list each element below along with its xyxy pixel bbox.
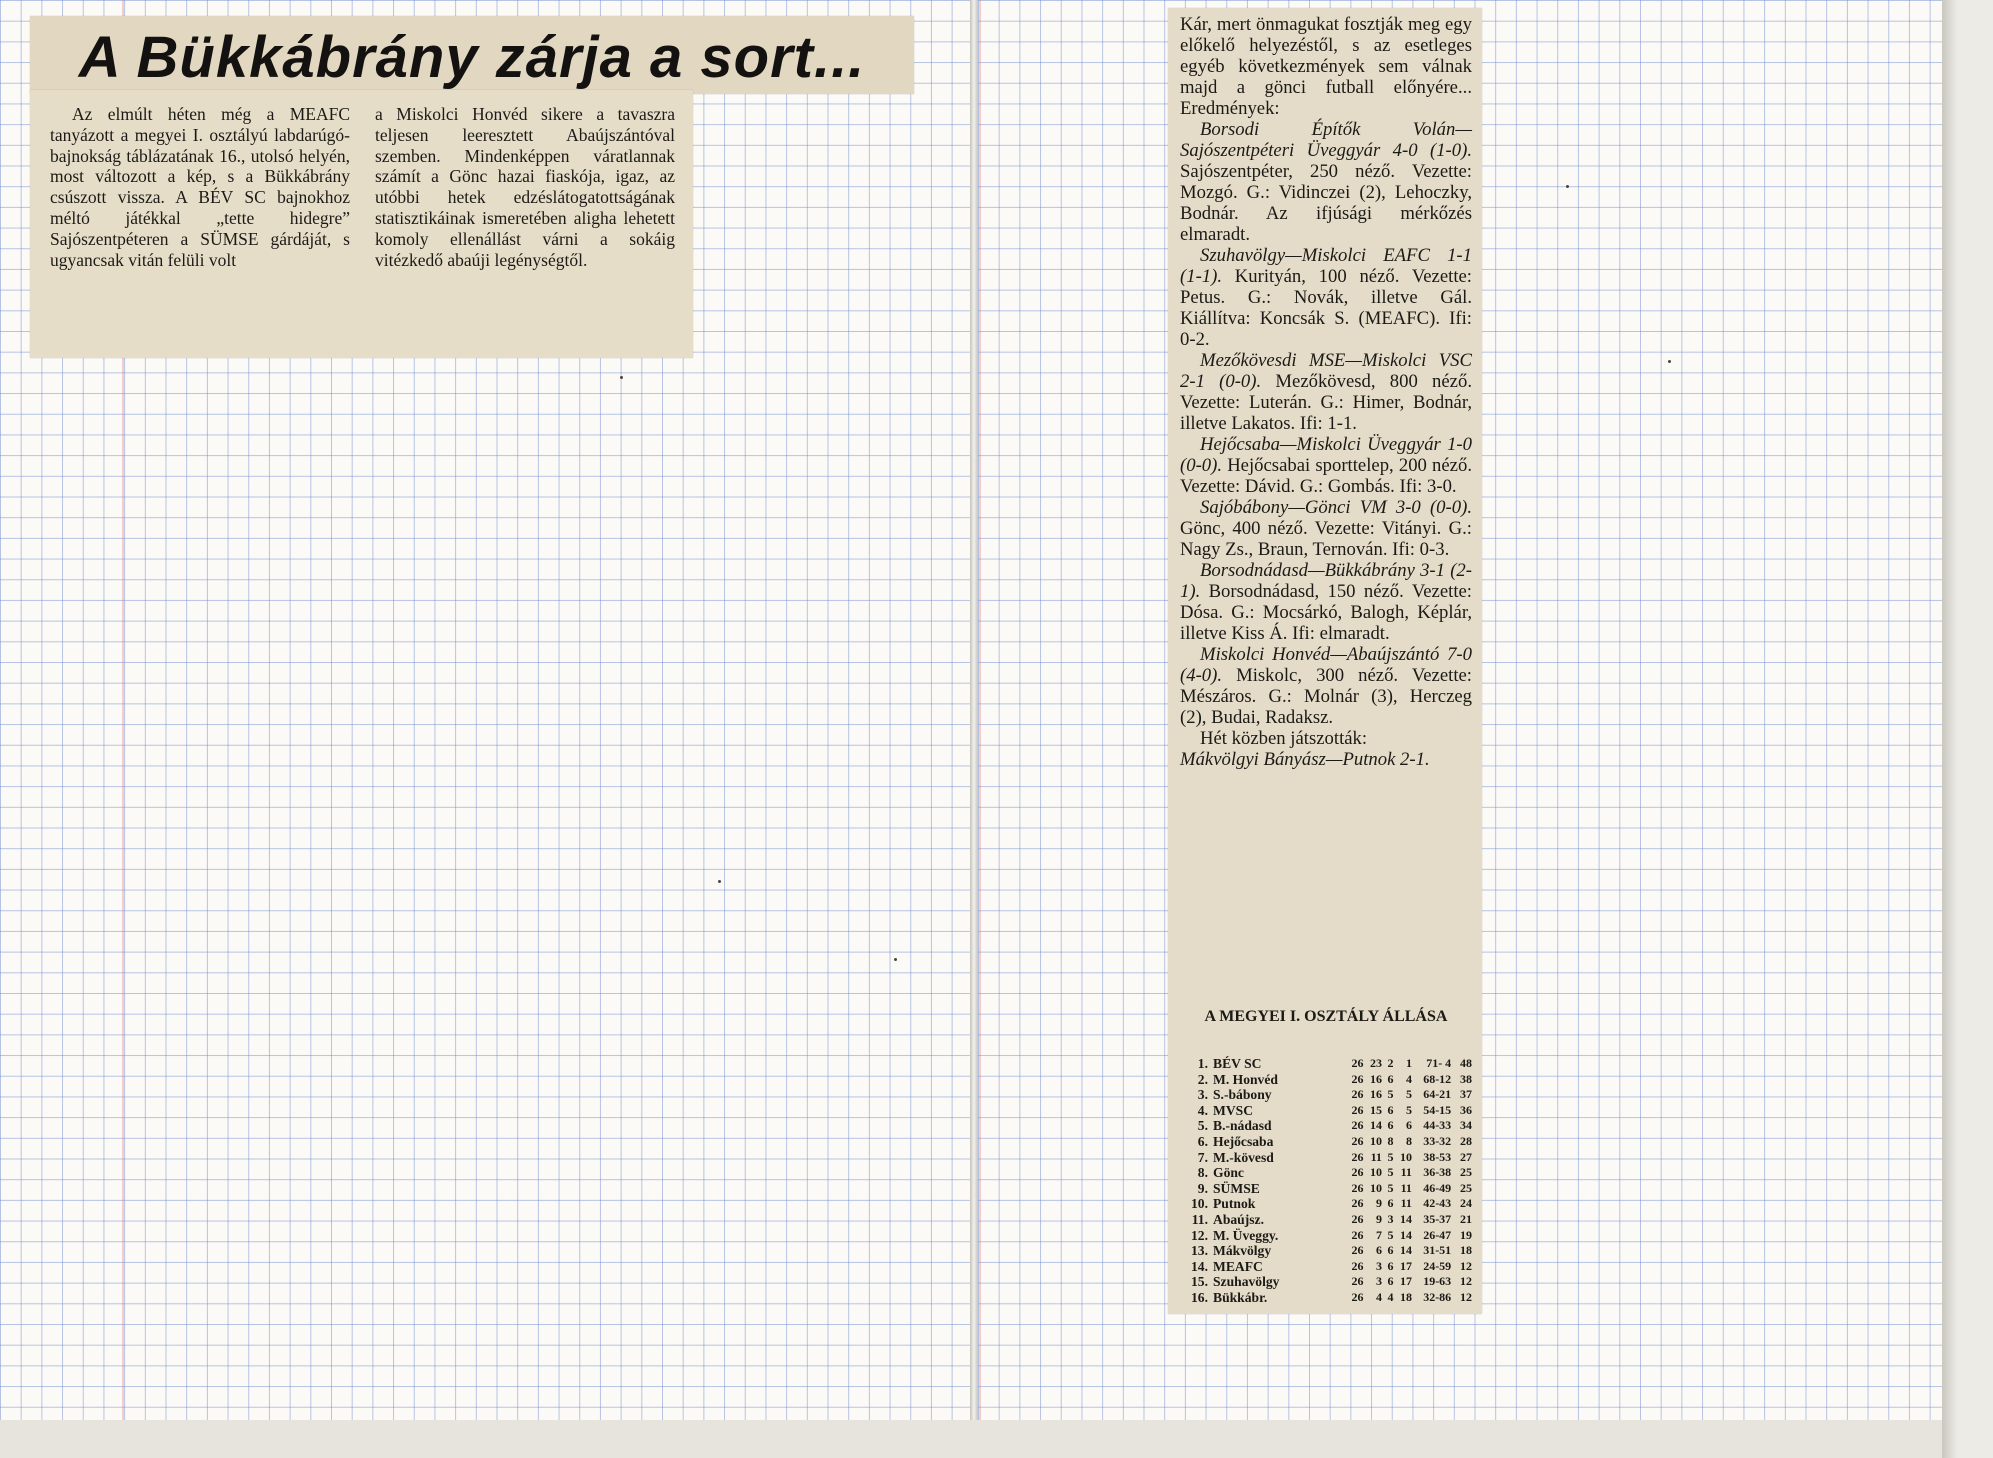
standings-row bbox=[1186, 1212, 1472, 1228]
scan-speck bbox=[1566, 185, 1569, 188]
standing-won: 3 bbox=[1375, 1258, 1382, 1273]
standings-row bbox=[1186, 1228, 1472, 1244]
standings-row bbox=[1186, 1150, 1472, 1166]
result-match: Borsodnádasd—Bükkábrány 3-1 (2-1). bbox=[1180, 560, 1472, 602]
standing-position: 7. bbox=[1197, 1149, 1208, 1165]
result-entry bbox=[1180, 350, 1472, 434]
article-paragraph: Az elmúlt héten még a MEAFC tanyázott a megyei I. osztályú labdarúgó-bajnokság táblázatának 16., utolsó helyén, most változott a kép, s a Bükkábrány csúszott vissza. A BÉV SC bajnokhoz méltó játékkal „tette hidegre” Sajószentpéteren a SÜMSE gárdáját, s ugyancsak vitán felüli volt bbox=[50, 104, 350, 270]
result-match: Borsodi Építők Volán—Sajószentpéteri Üveggyár 4-0 (1-0). bbox=[1180, 119, 1472, 161]
standing-drawn: 5 bbox=[1387, 1165, 1394, 1180]
standing-points: 12 bbox=[1460, 1258, 1472, 1273]
standings-row bbox=[1186, 1056, 1472, 1072]
standing-played: 26 bbox=[1351, 1289, 1364, 1304]
standing-position: 2. bbox=[1197, 1071, 1208, 1087]
result-entry bbox=[1180, 497, 1472, 560]
article-column-2 bbox=[375, 104, 675, 270]
result-details: Miskolc, 300 néző. Vezette: Mészáros. G.: Molnár (3), Herczeg (2), Budai, Radaksz. bbox=[1180, 665, 1473, 728]
standings-row bbox=[1186, 1165, 1472, 1181]
standing-goals: 71- 4 bbox=[1426, 1056, 1452, 1070]
standing-won: 11 bbox=[1370, 1149, 1382, 1164]
standing-played: 26 bbox=[1351, 1149, 1364, 1164]
standing-played: 26 bbox=[1351, 1258, 1364, 1273]
standings-row bbox=[1186, 1274, 1472, 1290]
results-clipping bbox=[1168, 8, 1482, 1314]
standing-lost: 8 bbox=[1405, 1133, 1412, 1148]
standings-row bbox=[1186, 1072, 1472, 1088]
standing-drawn: 6 bbox=[1387, 1243, 1394, 1258]
standing-won: 9 bbox=[1375, 1196, 1382, 1211]
standing-won: 16 bbox=[1369, 1087, 1382, 1102]
standing-points: 27 bbox=[1460, 1149, 1472, 1164]
page-margin-line bbox=[979, 0, 981, 1420]
midweek-label: Hét közben játszották: bbox=[1200, 728, 1368, 749]
standing-drawn: 5 bbox=[1387, 1087, 1394, 1102]
standing-team: M. Üveggy. bbox=[1213, 1227, 1279, 1243]
standing-played: 26 bbox=[1351, 1087, 1364, 1102]
standing-lost: 1 bbox=[1405, 1056, 1412, 1070]
result-entry bbox=[1180, 560, 1472, 644]
standing-drawn: 5 bbox=[1387, 1149, 1394, 1164]
result-entry bbox=[1180, 434, 1472, 497]
standings-row bbox=[1186, 1103, 1472, 1119]
standing-goals: 46-49 bbox=[1423, 1180, 1452, 1195]
scan-speck bbox=[620, 376, 623, 379]
standing-lost: 14 bbox=[1399, 1211, 1412, 1226]
standing-position: 13. bbox=[1191, 1243, 1208, 1259]
standing-won: 6 bbox=[1375, 1243, 1382, 1258]
standing-played: 26 bbox=[1351, 1274, 1364, 1289]
standing-team: Putnok bbox=[1213, 1196, 1256, 1212]
standings-title: A MEGYEI I. OSZTÁLY ÁLLÁSA bbox=[1204, 1008, 1448, 1025]
standing-points: 19 bbox=[1460, 1227, 1472, 1242]
standing-lost: 11 bbox=[1400, 1165, 1412, 1180]
standing-position: 14. bbox=[1191, 1258, 1208, 1274]
standing-won: 15 bbox=[1369, 1102, 1382, 1117]
standing-position: 1. bbox=[1197, 1056, 1208, 1071]
standing-won: 4 bbox=[1375, 1289, 1382, 1304]
standing-played: 26 bbox=[1351, 1056, 1364, 1070]
headline-clipping bbox=[30, 16, 914, 94]
notebook-spine bbox=[970, 0, 978, 1420]
standing-drawn: 6 bbox=[1387, 1118, 1394, 1133]
standing-lost: 18 bbox=[1399, 1289, 1412, 1304]
standing-goals: 42-43 bbox=[1423, 1196, 1452, 1211]
standing-lost: 5 bbox=[1405, 1087, 1412, 1102]
standing-goals: 26-47 bbox=[1423, 1227, 1452, 1242]
standing-team: B.-nádasd bbox=[1213, 1118, 1272, 1134]
standing-team: S.-bábony bbox=[1213, 1087, 1272, 1103]
standing-played: 26 bbox=[1351, 1243, 1364, 1258]
standing-drawn: 5 bbox=[1387, 1180, 1394, 1195]
standing-drawn: 8 bbox=[1387, 1133, 1394, 1148]
standing-lost: 11 bbox=[1400, 1180, 1412, 1195]
page-edge bbox=[1942, 0, 1993, 1458]
standing-drawn: 5 bbox=[1387, 1227, 1394, 1242]
standing-team: MEAFC bbox=[1213, 1258, 1263, 1274]
article-column-1 bbox=[50, 104, 350, 270]
scan-speck bbox=[894, 958, 897, 961]
scan-speck bbox=[1668, 360, 1671, 363]
standing-lost: 17 bbox=[1399, 1258, 1412, 1273]
standing-points: 25 bbox=[1460, 1165, 1472, 1180]
standing-points: 36 bbox=[1460, 1102, 1472, 1117]
standing-position: 6. bbox=[1197, 1133, 1208, 1149]
standing-goals: 36-38 bbox=[1423, 1165, 1452, 1180]
standing-points: 12 bbox=[1460, 1274, 1472, 1289]
standing-goals: 33-32 bbox=[1423, 1133, 1452, 1148]
standing-team: SÜMSE bbox=[1213, 1180, 1260, 1196]
standing-points: 38 bbox=[1460, 1071, 1472, 1086]
standing-drawn: 6 bbox=[1387, 1196, 1394, 1211]
standing-drawn: 6 bbox=[1387, 1274, 1394, 1289]
standing-goals: 19-63 bbox=[1423, 1274, 1452, 1289]
midweek-match: Mákvölgyi Bányász—Putnok 2-1. bbox=[1180, 749, 1430, 770]
results-intro: Kár, mert önmagukat fosztják meg egy előkelő helyezéstől, s az esetleges egyéb következmények sem válnak majd a gönci futball előnyére... Eredmények: bbox=[1180, 14, 1472, 119]
standing-drawn: 6 bbox=[1387, 1258, 1394, 1273]
standing-team: Mákvölgy bbox=[1213, 1243, 1272, 1259]
result-details: Gönc, 400 néző. Vezette: Vitányi. G.: Nagy Zs., Braun, Ternován. Ifi: 0-3. bbox=[1180, 518, 1472, 560]
article-clipping bbox=[30, 90, 693, 358]
standings-row bbox=[1186, 1134, 1472, 1150]
standing-team: BÉV SC bbox=[1213, 1056, 1262, 1071]
standing-position: 8. bbox=[1197, 1165, 1208, 1181]
standing-points: 18 bbox=[1460, 1243, 1472, 1258]
standings-row bbox=[1186, 1118, 1472, 1134]
standing-points: 21 bbox=[1460, 1211, 1472, 1226]
standing-position: 11. bbox=[1191, 1211, 1208, 1227]
standing-won: 10 bbox=[1369, 1180, 1382, 1195]
standing-drawn: 2 bbox=[1387, 1056, 1394, 1070]
standing-won: 10 bbox=[1369, 1133, 1382, 1148]
scan-background bbox=[0, 1420, 1942, 1458]
result-match: Hejőcsaba—Miskolci Üveggyár 1-0 (0-0). bbox=[1180, 434, 1472, 476]
standing-position: 5. bbox=[1197, 1118, 1208, 1134]
results-text bbox=[1180, 14, 1472, 770]
result-details: Mezőkövesd, 800 néző. Vezette: Luterán. G.: Himer, Bodnár, illetve Lakatos. Ifi: 1-1. bbox=[1180, 371, 1472, 434]
standing-position: 9. bbox=[1197, 1180, 1208, 1196]
result-details: Borsodnádasd, 150 néző. Vezette: Dósa. G.: Mocsárkó, Balogh, Képlár, illetve Kiss Á. Ifi: elmaradt. bbox=[1180, 581, 1472, 644]
standing-lost: 4 bbox=[1405, 1071, 1412, 1086]
standing-played: 26 bbox=[1351, 1180, 1364, 1195]
result-details: Kurityán, 100 néző. Vezette: Petus. G.: Novák, illetve Gál. Kiállítva: Koncsák S. (MEAFC). Ifi: 0-2. bbox=[1180, 266, 1473, 350]
standing-played: 26 bbox=[1351, 1118, 1364, 1133]
standings-row bbox=[1186, 1290, 1472, 1306]
standing-position: 16. bbox=[1191, 1289, 1208, 1305]
standing-position: 15. bbox=[1191, 1274, 1208, 1290]
standing-played: 26 bbox=[1351, 1227, 1364, 1242]
standing-position: 10. bbox=[1191, 1196, 1208, 1212]
standing-points: 48 bbox=[1460, 1056, 1472, 1070]
standing-played: 26 bbox=[1351, 1102, 1364, 1117]
standing-won: 10 bbox=[1369, 1165, 1382, 1180]
result-details: Sajószentpéter, 250 néző. Vezette: Mozgó. G.: Vidinczei (2), Lehoczky, Bodnár. Az ifjúsági mérkőzés elmaradt. bbox=[1180, 161, 1472, 245]
standing-played: 26 bbox=[1351, 1071, 1364, 1086]
result-details: Hejőcsabai sporttelep, 200 néző. Vezette: Dávid. G.: Gombás. Ifi: 3-0. bbox=[1180, 455, 1472, 497]
standing-won: 16 bbox=[1369, 1071, 1382, 1086]
standing-team: Gönc bbox=[1213, 1165, 1244, 1181]
result-entry bbox=[1180, 644, 1472, 728]
standing-points: 12 bbox=[1460, 1289, 1472, 1304]
standing-drawn: 4 bbox=[1387, 1289, 1394, 1304]
standing-goals: 31-51 bbox=[1423, 1243, 1452, 1258]
scan-speck bbox=[718, 880, 721, 883]
standing-goals: 64-21 bbox=[1423, 1087, 1452, 1102]
standing-position: 4. bbox=[1197, 1102, 1208, 1118]
standing-points: 37 bbox=[1460, 1087, 1472, 1102]
standing-played: 26 bbox=[1351, 1165, 1364, 1180]
standing-won: 3 bbox=[1375, 1274, 1382, 1289]
standing-goals: 32-86 bbox=[1423, 1289, 1452, 1304]
standing-goals: 35-37 bbox=[1423, 1211, 1452, 1226]
standing-played: 26 bbox=[1351, 1133, 1364, 1148]
standings-row bbox=[1186, 1196, 1472, 1212]
standing-lost: 5 bbox=[1405, 1102, 1412, 1117]
result-entry bbox=[1180, 119, 1472, 245]
standing-points: 28 bbox=[1460, 1133, 1472, 1148]
standing-won: 7 bbox=[1375, 1227, 1382, 1242]
result-match: Sajóbábony—Gönci VM 3-0 (0-0). bbox=[1200, 497, 1472, 518]
standing-team: Hejőcsaba bbox=[1213, 1133, 1274, 1149]
standing-team: Bükkábr. bbox=[1213, 1289, 1268, 1305]
standing-points: 34 bbox=[1460, 1118, 1472, 1133]
result-match: Mezőkövesdi MSE—Miskolci VSC 2-1 (0-0). bbox=[1180, 350, 1472, 392]
standing-team: Abaújsz. bbox=[1213, 1211, 1264, 1227]
standings-row bbox=[1186, 1087, 1472, 1103]
headline: A Bükkábrány zárja a sort... bbox=[78, 25, 866, 90]
standing-lost: 14 bbox=[1399, 1243, 1412, 1258]
standing-lost: 14 bbox=[1399, 1227, 1412, 1242]
result-entry bbox=[1180, 245, 1472, 350]
standing-points: 24 bbox=[1460, 1196, 1472, 1211]
standings-row bbox=[1186, 1259, 1472, 1275]
standing-team: MVSC bbox=[1213, 1102, 1254, 1118]
result-match: Szuhavölgy—Miskolci EAFC 1-1 (1-1). bbox=[1180, 245, 1472, 287]
standings-table bbox=[1186, 1056, 1472, 1306]
standing-lost: 17 bbox=[1399, 1274, 1412, 1289]
standings-row bbox=[1186, 1243, 1472, 1259]
standings-row bbox=[1186, 1181, 1472, 1197]
standing-lost: 11 bbox=[1400, 1196, 1412, 1211]
standing-goals: 38-53 bbox=[1423, 1149, 1452, 1164]
standing-drawn: 6 bbox=[1387, 1071, 1394, 1086]
standing-won: 9 bbox=[1375, 1211, 1382, 1226]
standing-lost: 10 bbox=[1399, 1149, 1412, 1164]
standing-won: 23 bbox=[1369, 1056, 1382, 1070]
standing-played: 26 bbox=[1351, 1196, 1364, 1211]
standing-drawn: 6 bbox=[1387, 1102, 1394, 1117]
standing-goals: 44-33 bbox=[1423, 1118, 1452, 1133]
standing-drawn: 3 bbox=[1387, 1211, 1394, 1226]
standing-lost: 6 bbox=[1405, 1118, 1412, 1133]
article-paragraph: a Miskolci Honvéd sikere a tavaszra teljesen leeresztett Abaújszántóval szemben. Mindenképpen váratlannak számít a Gönc hazai fiaskója, igaz, az utóbbi hetek edzéslátogatottságának statisztikáinak ismeretében aligha lehetett komoly ellenállást várni a sokáig vitézkedő abaúji legénységtől. bbox=[375, 104, 675, 270]
standing-played: 26 bbox=[1351, 1211, 1364, 1226]
standing-goals: 54-15 bbox=[1423, 1102, 1452, 1117]
standing-won: 14 bbox=[1369, 1118, 1382, 1133]
result-match: Miskolci Honvéd—Abaújszántó 7-0 (4-0). bbox=[1180, 644, 1472, 686]
standing-goals: 24-59 bbox=[1423, 1258, 1452, 1273]
standing-team: M.-kövesd bbox=[1213, 1149, 1274, 1165]
standing-goals: 68-12 bbox=[1423, 1071, 1452, 1086]
standing-position: 3. bbox=[1197, 1087, 1208, 1103]
standing-team: Szuhavölgy bbox=[1213, 1274, 1280, 1290]
standing-position: 12. bbox=[1191, 1227, 1208, 1243]
standing-team: M. Honvéd bbox=[1213, 1071, 1278, 1087]
standing-points: 25 bbox=[1460, 1180, 1472, 1195]
